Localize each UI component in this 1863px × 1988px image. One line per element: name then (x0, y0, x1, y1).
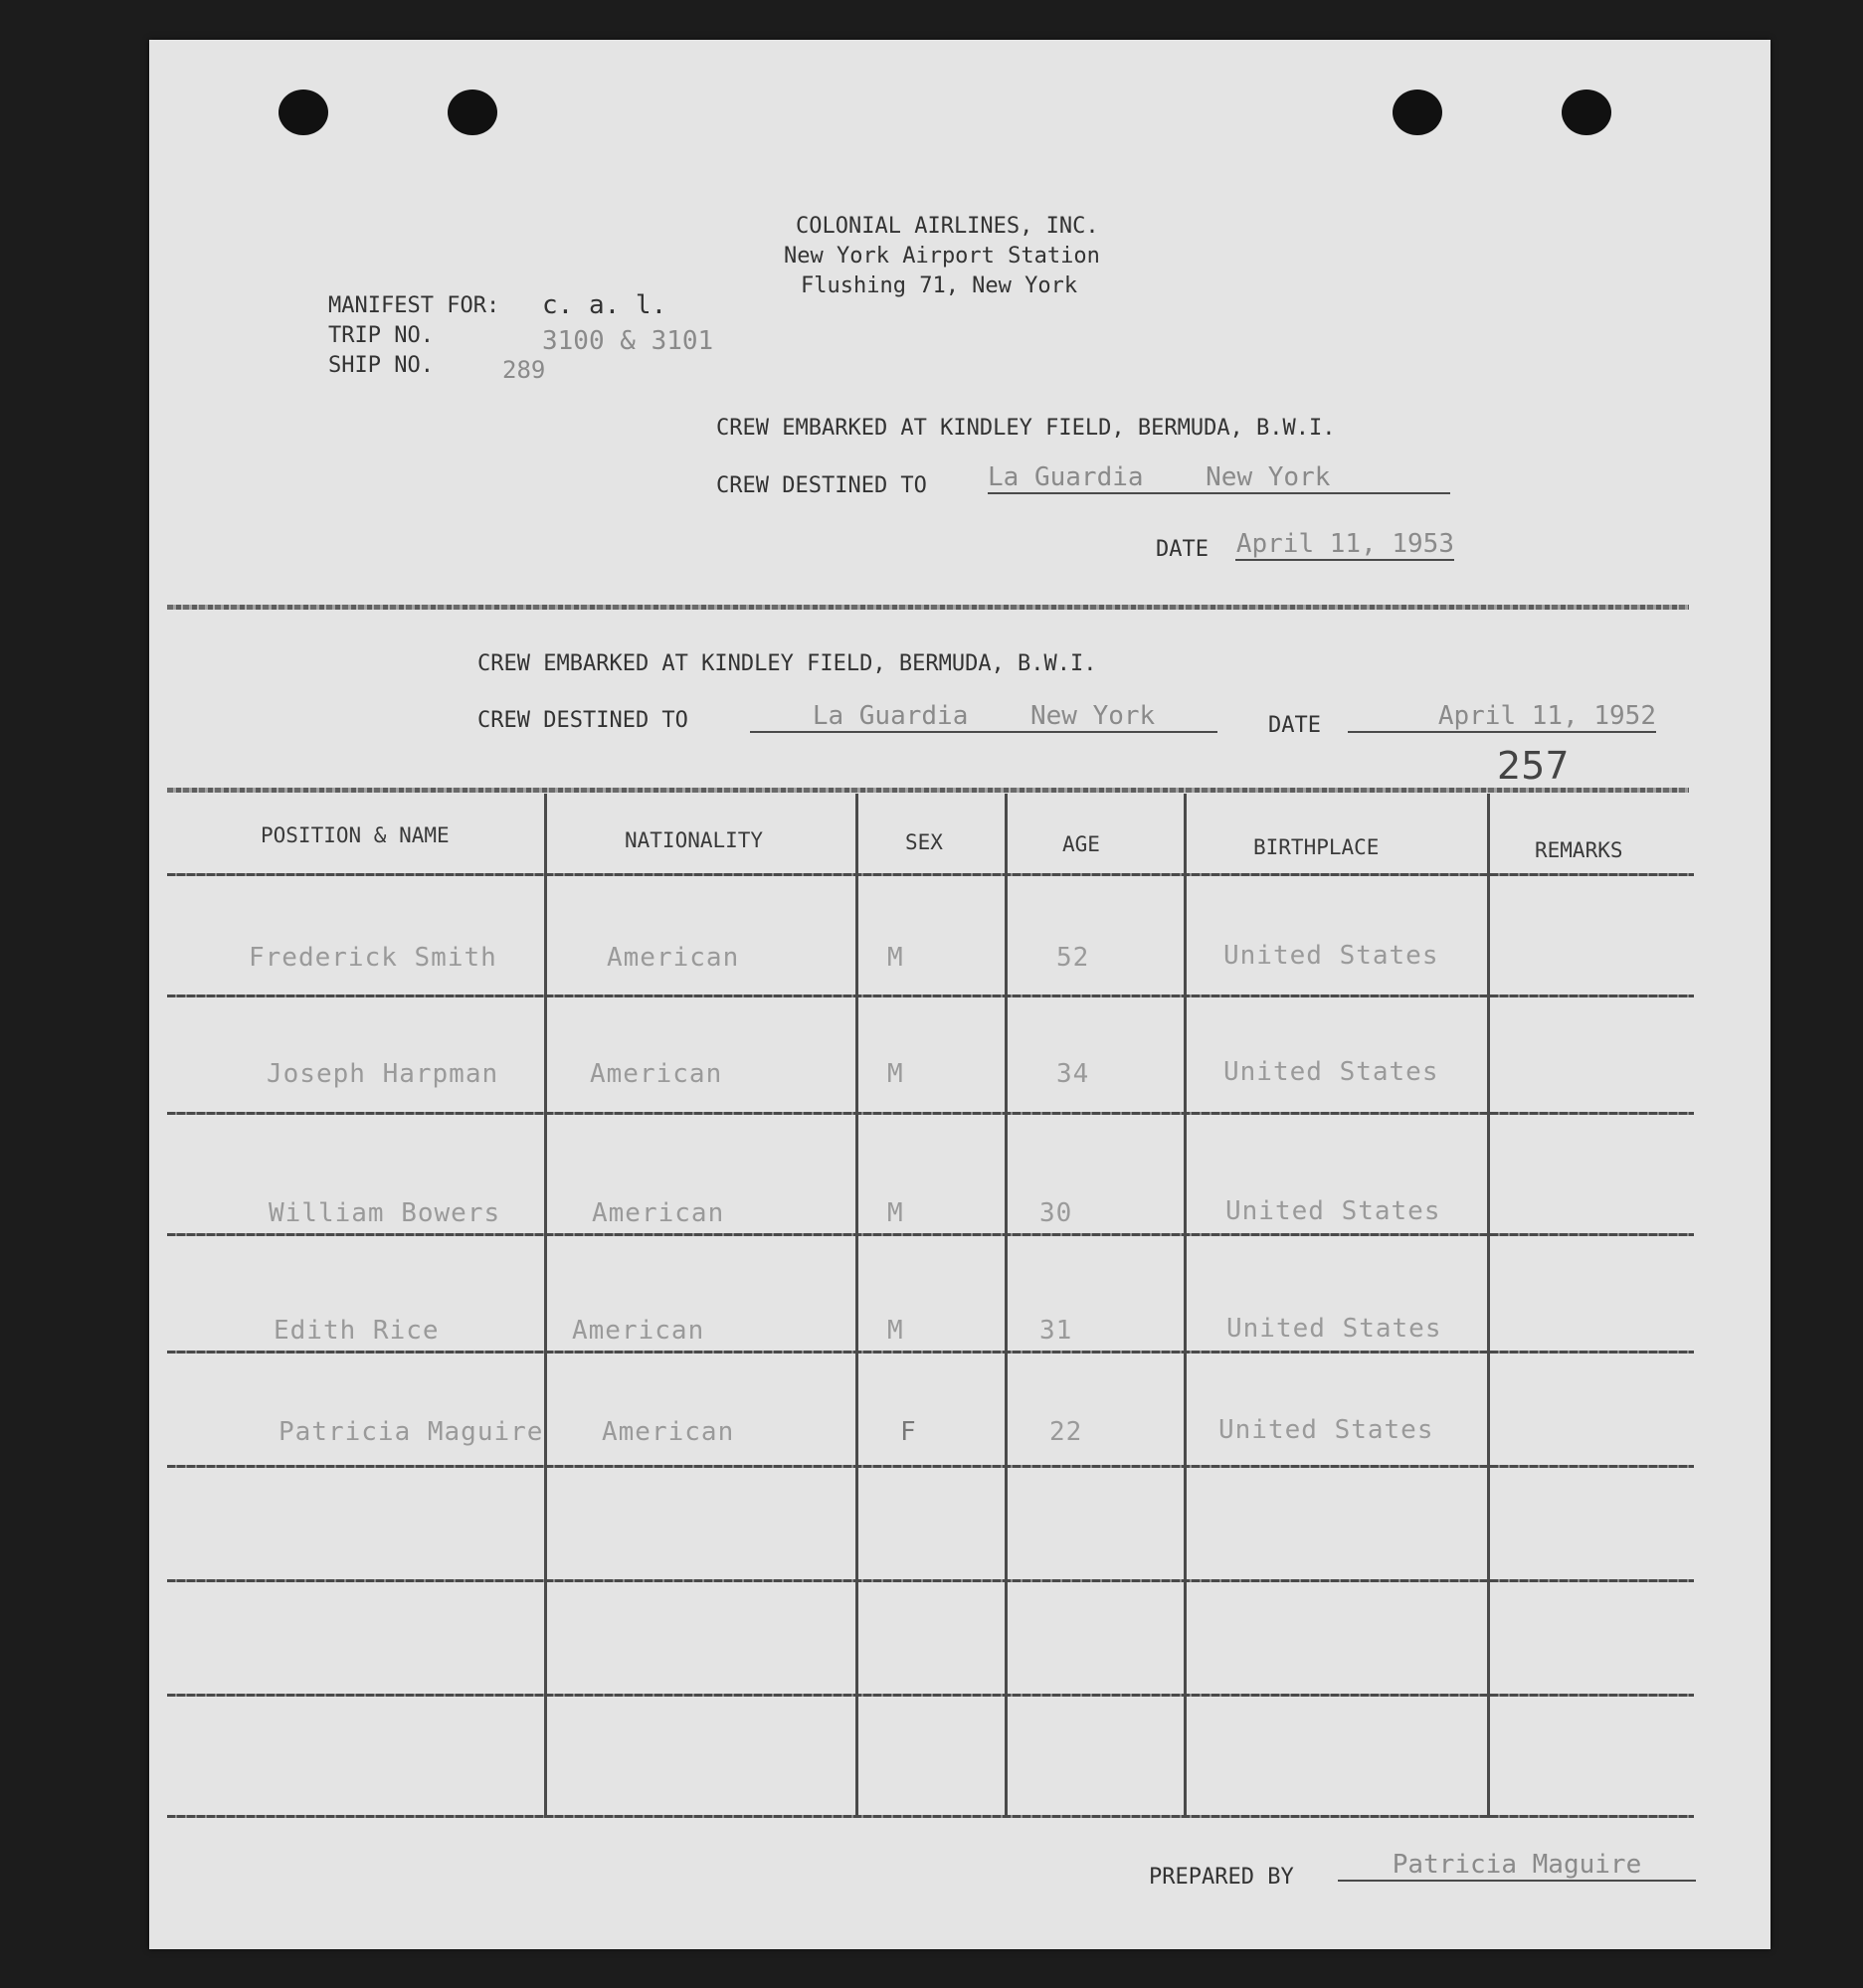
top-destined-label: CREW DESTINED TO (716, 473, 927, 498)
second-embarked: CREW EMBARKED AT KINDLEY FIELD, BERMUDA, B.W.I. (477, 651, 1097, 676)
table-row-birthplace: United States (1218, 1415, 1434, 1445)
table-col-line (544, 794, 547, 1818)
top-embarked: CREW EMBARKED AT KINDLEY FIELD, BERMUDA, B.W.I. (716, 416, 1336, 441)
col-header-birthplace: BIRTHPLACE (1253, 835, 1380, 859)
table-row-nationality: American (607, 943, 740, 973)
punch-hole (1562, 90, 1611, 135)
table-row-nationality: American (572, 1316, 705, 1346)
second-date-value: April 11, 1952 (1348, 701, 1656, 733)
table-row-nationality: American (592, 1198, 725, 1228)
manifest-for-value: c. a. l. (542, 290, 667, 320)
table-row-sex: M (887, 943, 904, 973)
col-header-age: AGE (1062, 832, 1100, 856)
table-row-name: Frederick Smith (249, 943, 497, 973)
manifest-sheet (149, 40, 1770, 1949)
second-date-label: DATE (1268, 713, 1321, 738)
prepared-by-label: PREPARED BY (1149, 1865, 1294, 1890)
prepared-by-value: Patricia Maguire (1338, 1850, 1696, 1882)
station-address: Flushing 71, New York (801, 273, 1078, 298)
ship-no-label: SHIP NO. (328, 353, 434, 378)
table-row-age: 31 (1039, 1316, 1073, 1346)
table-line (167, 1579, 1694, 1582)
ship-no-value: 289 (502, 356, 546, 384)
second-destined-value: La Guardia New York (750, 701, 1217, 733)
col-header-remarks: REMARKS (1535, 838, 1623, 862)
table-line (167, 1815, 1694, 1818)
company-name: COLONIAL AIRLINES, INC. (796, 214, 1099, 239)
separator-rule (167, 605, 1689, 610)
table-row-age: 22 (1049, 1417, 1083, 1447)
table-line (167, 1233, 1694, 1236)
top-destined-value: La Guardia New York (988, 462, 1450, 494)
table-line (167, 1351, 1694, 1354)
table-line (167, 1112, 1694, 1115)
table-row-birthplace: United States (1225, 1196, 1441, 1226)
punch-hole (279, 90, 328, 135)
col-header-nationality: NATIONALITY (625, 828, 764, 852)
table-col-line (1487, 794, 1490, 1818)
table-row-sex: M (887, 1316, 904, 1346)
station-name: New York Airport Station (784, 244, 1100, 269)
table-row-birthplace: United States (1223, 1057, 1439, 1087)
trip-no-value: 3100 & 3101 (542, 326, 714, 356)
table-row-name: Edith Rice (274, 1316, 440, 1346)
table-row-sex: F (900, 1417, 917, 1447)
top-date-value: April 11, 1953 (1235, 529, 1454, 559)
table-row-birthplace: United States (1226, 1314, 1442, 1344)
col-header-position-name: POSITION & NAME (261, 823, 450, 847)
manifest-for-label: MANIFEST FOR: (328, 293, 500, 318)
table-row-nationality: American (590, 1059, 723, 1089)
trip-no-label: TRIP NO. (328, 323, 434, 348)
table-top-rule (167, 788, 1689, 793)
table-line (167, 1694, 1694, 1697)
table-row-sex: M (887, 1059, 904, 1089)
table-line (167, 873, 1694, 876)
table-row-birthplace: United States (1223, 941, 1439, 971)
second-destined-label: CREW DESTINED TO (477, 708, 688, 733)
table-row-age: 34 (1056, 1059, 1090, 1089)
punch-hole (448, 90, 497, 135)
table-row-age: 52 (1056, 943, 1090, 973)
table-row-nationality: American (602, 1417, 735, 1447)
table-row-name: Joseph Harpman (267, 1059, 499, 1089)
top-date-label: DATE (1156, 537, 1209, 562)
table-row-sex: M (887, 1198, 904, 1228)
table-col-line (1184, 794, 1187, 1818)
punch-hole (1393, 90, 1442, 135)
table-line (167, 994, 1694, 997)
page-number: 257 (1497, 744, 1570, 788)
table-line (167, 1465, 1694, 1468)
table-row-name: Patricia Maguire (279, 1417, 544, 1447)
table-row-age: 30 (1039, 1198, 1073, 1228)
table-col-line (855, 794, 858, 1818)
col-header-sex: SEX (905, 830, 943, 854)
table-row-name: William Bowers (269, 1198, 501, 1228)
table-col-line (1005, 794, 1008, 1818)
